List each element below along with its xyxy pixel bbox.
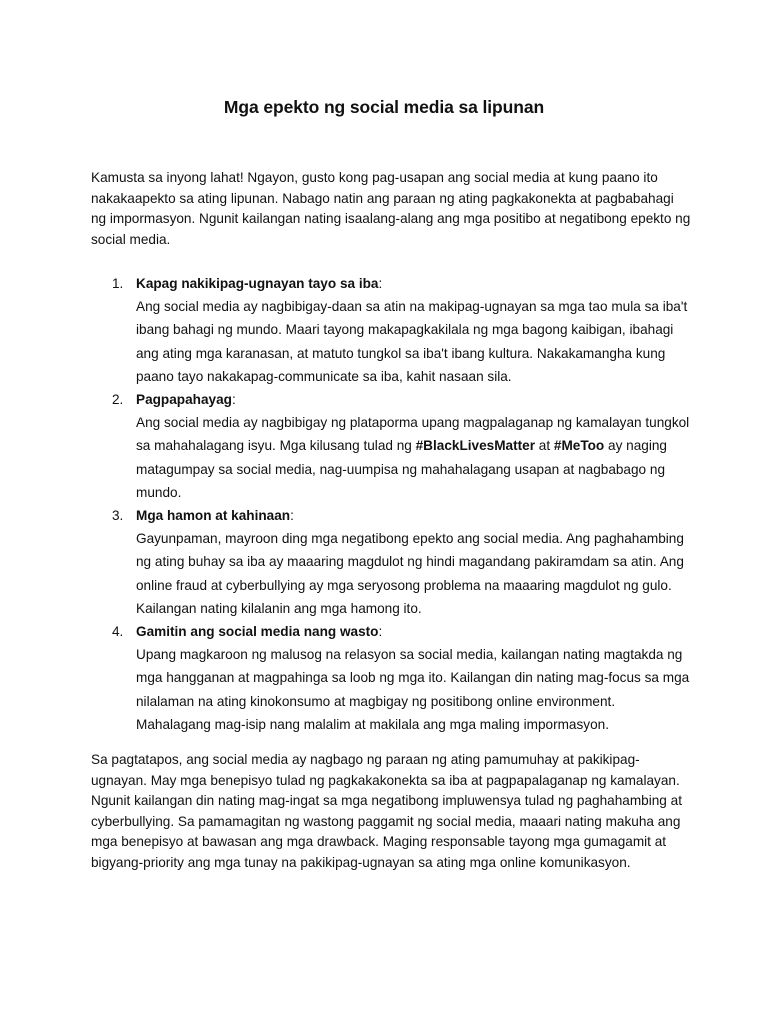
list-item-body: Ang social media ay nagbibigay-daan sa atin na makipag-ugnayan sa mga tao mula sa iba't ibang bahagi ng mundo. Maari tayong makapagkakilala ng mga bagong kaibigan, ibahagi ang ating mga karanasan, at matuto tungkol sa iba't ibang kultura. Nakakamangha kung paano tayo nakakapag-communicate sa iba, kahit nasaan sila. <box>136 299 688 384</box>
list-item-body: Gayunpaman, mayroon ding mga negatibong epekto ang social media. Ang paghahambing ng ating buhay sa iba ay maaaring magdulot ng hindi magandang pakiramdam sa atin. Ang online fraud at cyberbullying ay mga seryosong problema na maaaring magdulot ng gulo. Kailangan nating kilalanin ang mga hamong ito. <box>136 531 684 616</box>
numbered-list <box>91 272 691 736</box>
body-text-part: Ang social media ay nagbibigay ng plataporma upang magpalaganap ng kamalayan tungkol sa mahahalagang isyu. Mga kilusang tulad ng <box>136 415 690 454</box>
document-title: Mga epekto ng social media sa lipunan <box>223 97 545 117</box>
body-text-part: ay naging matagumpay sa social media, nag-uumpisa ng mahahalagang usapan at nagbabago ng mundo. <box>136 438 667 500</box>
list-item-heading: Pagpapahayag <box>136 392 232 408</box>
list-item-number: 2. <box>112 392 124 408</box>
hashtag-metoo: #MeToo <box>553 438 605 454</box>
list-item-colon: : <box>378 624 383 640</box>
list-item-body <box>136 411 691 504</box>
hashtag-blacklivesmatter: #BlackLivesMatter <box>415 438 535 454</box>
list-item-colon: : <box>378 276 383 291</box>
list-item-number: 3. <box>112 508 124 524</box>
list-item <box>91 504 691 620</box>
conclusion-paragraph: Sa pagtatapos, ang social media ay nagbago ng paraan ng ating pamumuhay at pakikipag-ugnayan. May mga benepisyo tulad ng pagkakakonekta sa iba at pagpapalaganap ng kamalayan. Ngunit kailangan din nating mag-ingat sa mga negatibong impluwensya tulad ng paghahambing at cyberbullying. Sa pamamagitan ng wastong paggamit ng social media, maaari nating makuha ang mga benepisyo at bawasan ang mga drawback. Maging responsable tayong mga gumagamit at bigyang-priority ang mga tunay na pakikipag-ugnayan sa ating mga online komunikasyon. <box>91 752 682 870</box>
intro-paragraph: Kamusta sa inyong lahat! Ngayon, gusto kong pag-usapan ang social media at kung paano ito nakakaapekto sa ating lipunan. Nabago natin ang paraan ng ating pagkakonekta at pagbabahagi ng impormasyon. Ngunit kailangan nating isaalang-alang ang mga positibo at negatibong epekto ng social media. <box>91 170 691 247</box>
list-item-heading: Kapag nakikipag-ugnayan tayo sa iba <box>136 276 379 291</box>
list-item-number: 1. <box>112 276 124 291</box>
list-item-header <box>136 620 691 643</box>
list-item-heading: Mga hamon at kahinaan <box>136 508 291 524</box>
list-item-header <box>136 388 691 411</box>
list-item-colon: : <box>290 508 294 524</box>
list-item-heading: Gamitin ang social media nang wasto <box>136 624 379 640</box>
list-item-header <box>136 504 691 527</box>
list-item-header <box>136 272 691 295</box>
body-text-part: at <box>535 438 554 454</box>
list-item-body: Upang magkaroon ng malusog na relasyon sa social media, kailangan nating magtakda ng mga hangganan at magpahinga sa loob ng mga ito. Kailangan din nating mag-focus sa mga nilalaman na ating kinokonsumo at magbigay ng positibong online environment. Mahalagang mag-isip nang malalim at makilala ang mga maling impormasyon. <box>136 647 690 732</box>
list-item <box>91 272 691 388</box>
list-item-number: 4. <box>112 624 124 640</box>
list-item-colon: : <box>231 392 236 408</box>
list-item <box>91 388 691 504</box>
list-item <box>91 620 691 736</box>
